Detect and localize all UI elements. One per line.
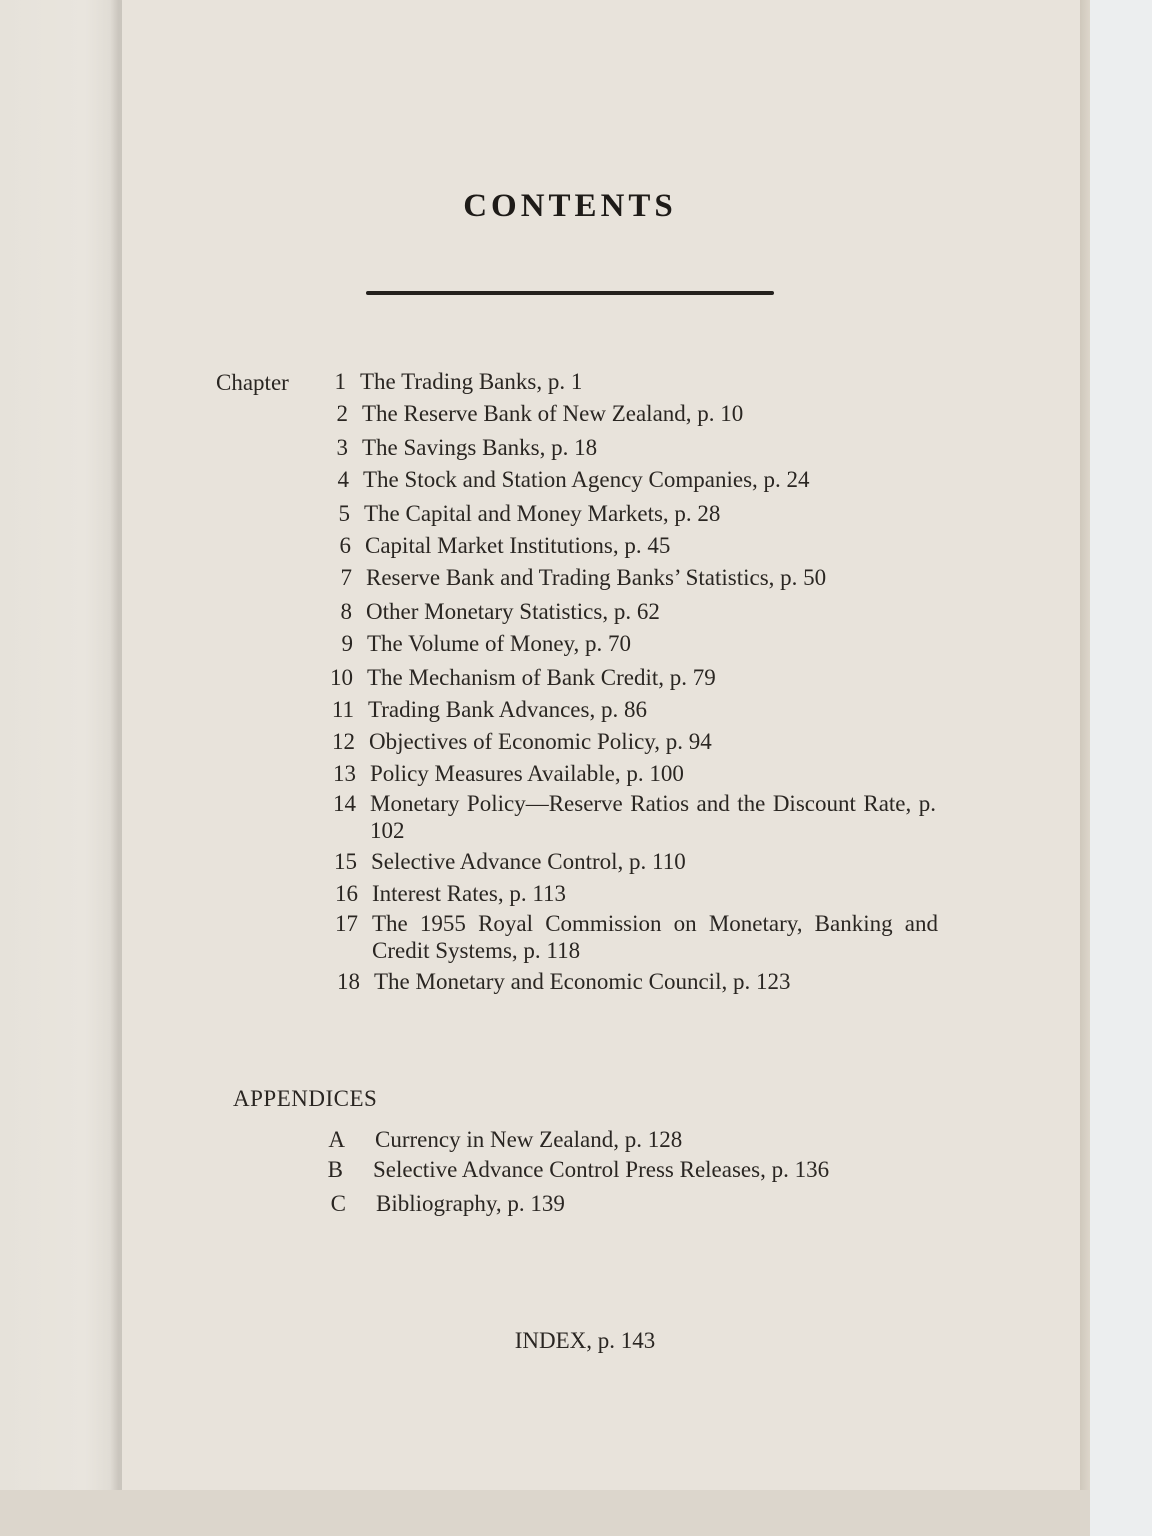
index-entry: INDEX, p. 143 (514, 1328, 656, 1353)
toc-entry-10 (330, 664, 716, 691)
chapter-number: 5 (338, 501, 350, 526)
chapter-number: 15 (334, 849, 357, 874)
toc-entry-5 (338, 500, 721, 527)
appendix-title: Currency in New Zealand, p. 128 (375, 1127, 683, 1152)
toc-entry-7 (340, 564, 827, 591)
chapter-title: Selective Advance Control, p. 110 (371, 849, 686, 874)
appendix-entry-c (330, 1190, 565, 1217)
toc-entry-12 (332, 728, 712, 755)
toc-entry-3 (336, 434, 598, 461)
chapter-number: 12 (332, 729, 355, 754)
appendices-label: APPENDICES (233, 1086, 378, 1111)
chapter-title: Reserve Bank and Trading Banks’ Statistics, p. 50 (366, 565, 827, 590)
chapter-number: 4 (337, 467, 349, 492)
chapter-title: Interest Rates, p. 113 (372, 881, 566, 906)
chapter-title: The Reserve Bank of New Zealand, p. 10 (362, 401, 744, 426)
background (1090, 0, 1152, 1536)
chapter-title: The Volume of Money, p. 70 (367, 631, 632, 656)
chapter-title: Monetary Policy—Reserve Ratios and the Discount Rate, p. 102 (370, 791, 936, 843)
appendix-title: Selective Advance Control Press Releases, p. 136 (373, 1157, 830, 1182)
appendix-letter: A (328, 1127, 345, 1152)
page-edge (1080, 0, 1090, 1490)
appendix-letter: C (330, 1191, 346, 1216)
chapter-number: 18 (337, 969, 360, 994)
chapter-number: 7 (340, 565, 352, 590)
toc-entry-13 (333, 760, 684, 787)
toc-entry-18 (337, 968, 791, 995)
appendix-title: Bibliography, p. 139 (376, 1191, 565, 1216)
chapter-number: 10 (330, 665, 353, 690)
toc-entry-16 (335, 880, 566, 907)
chapter-title: Policy Measures Available, p. 100 (370, 761, 684, 786)
chapter-title: The 1955 Royal Commission on Monetary, Banking and Credit Systems, p. 118 (372, 911, 938, 963)
chapter-title: Objectives of Economic Policy, p. 94 (369, 729, 712, 754)
chapter-title: The Monetary and Economic Council, p. 123 (374, 969, 791, 994)
toc-entry-8 (340, 598, 660, 625)
chapter-title: The Trading Banks, p. 1 (360, 369, 583, 394)
toc-entry-11 (331, 696, 647, 723)
chapter-title: Trading Bank Advances, p. 86 (368, 697, 647, 722)
chapter-number: 17 (335, 911, 358, 936)
chapter-title: The Stock and Station Agency Companies, p. 24 (363, 467, 810, 492)
chapter-number: 14 (333, 791, 356, 816)
toc-entry-17 (335, 910, 938, 964)
chapter-number: 6 (339, 533, 351, 558)
appendix-entry-a (328, 1126, 683, 1153)
chapter-number: 8 (340, 599, 352, 624)
chapter-number: 1 (334, 369, 346, 394)
toc-entry-15 (334, 848, 686, 875)
bottom-edge (0, 1490, 1090, 1536)
chapter-title: The Mechanism of Bank Credit, p. 79 (367, 665, 716, 690)
chapter-number: 3 (336, 435, 348, 460)
toc-entry-6 (339, 532, 671, 559)
toc-entry-14 (333, 790, 936, 844)
chapter-title: Other Monetary Statistics, p. 62 (366, 599, 660, 624)
left-page (0, 0, 122, 1536)
chapter-number: 9 (341, 631, 353, 656)
chapter-number: 16 (335, 881, 358, 906)
chapter-title: Capital Market Institutions, p. 45 (365, 533, 671, 558)
chapter-label: Chapter (216, 370, 289, 395)
chapter-title: The Capital and Money Markets, p. 28 (364, 501, 721, 526)
chapter-number: 13 (333, 761, 356, 786)
title-rule (366, 291, 774, 295)
toc-entry-1 (334, 368, 583, 395)
appendix-entry-b (327, 1156, 830, 1183)
chapter-title: The Savings Banks, p. 18 (362, 435, 598, 460)
appendix-letter: B (327, 1157, 343, 1182)
toc-entry-2 (336, 400, 744, 427)
chapter-number: 11 (331, 697, 354, 722)
page-title: CONTENTS (463, 188, 677, 224)
toc-entry-4 (337, 466, 810, 493)
toc-entry-9 (341, 630, 632, 657)
chapter-number: 2 (336, 401, 348, 426)
